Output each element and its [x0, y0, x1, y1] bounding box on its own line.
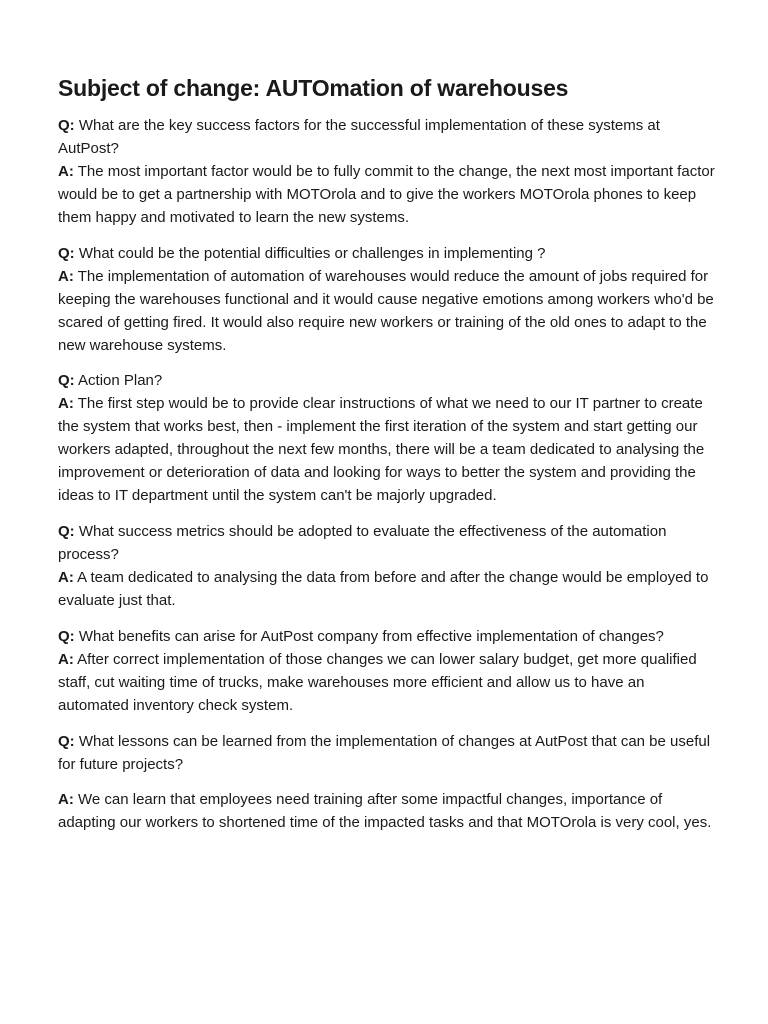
question-label: Q: — [58, 733, 75, 750]
answer — [58, 788, 718, 834]
question-text: What could be the potential difficulties or challenges in implementing ? — [78, 245, 546, 262]
question-text: Action Plan? — [78, 372, 163, 389]
question — [58, 114, 718, 160]
answer-label: A: — [58, 268, 74, 285]
question — [58, 369, 718, 392]
answer — [58, 392, 718, 507]
answer-text: A team dedicated to analysing the data from before and after the change would be employed to evaluate just that. — [58, 569, 709, 609]
qa-block-success-metrics — [58, 520, 718, 612]
qa-block-difficulties — [58, 242, 718, 357]
answer-label: A: — [58, 163, 74, 180]
question — [58, 520, 718, 566]
question-label: Q: — [58, 523, 75, 540]
answer — [58, 648, 718, 717]
question-label: Q: — [58, 372, 75, 389]
question — [58, 730, 718, 776]
answer-text: The implementation of automation of warehouses would reduce the amount of jobs required for keeping the warehouses functional and it would cause negative emotions among workers who'd be scared of getting fired. It would also require new workers or training of the old ones to adapt to the new warehouse systems. — [58, 268, 714, 354]
qa-block-lessons — [58, 730, 718, 834]
question-label: Q: — [58, 628, 75, 645]
question-text: What lessons can be learned from the implementation of changes at AutPost that can be useful for future projects? — [58, 733, 711, 773]
question-text: What benefits can arise for AutPost company from effective implementation of changes? — [78, 628, 664, 645]
question — [58, 242, 718, 265]
question — [58, 625, 718, 648]
answer-text: We can learn that employees need training after some impactful changes, importance of adapting our workers to shortened time of the impacted tasks and that MOTOrola is very cool, yes. — [58, 791, 712, 831]
answer — [58, 265, 718, 357]
qa-block-action-plan — [58, 369, 718, 507]
answer-text: The first step would be to provide clear instructions of what we need to our IT partner to create the system that works best, then - implement the first iteration of the system and start getting our workers adapted, throughout the next few months, there will be a team dedicated to analysing the improvement or deterioration of data and looking for ways to better the system and providing the ideas to IT department until the system can't be majorly upgraded. — [58, 395, 705, 504]
question-label: Q: — [58, 117, 75, 134]
qa-block-success-factors — [58, 114, 718, 229]
qa-block-benefits — [58, 625, 718, 717]
answer-label: A: — [58, 651, 74, 668]
answer-text: The most important factor would be to fully commit to the change, the next most important factor would be to get a partnership with MOTOrola and to give the workers MOTOrola phones to keep them happy and motivated to learn the new systems. — [58, 163, 715, 226]
answer — [58, 566, 718, 612]
answer — [58, 160, 718, 229]
answer-label: A: — [58, 569, 74, 586]
answer-text: After correct implementation of those changes we can lower salary budget, get more qualified staff, cut waiting time of trucks, make warehouses more efficient and allow us to have an automated inventory check system. — [58, 651, 697, 714]
question-text: What success metrics should be adopted to evaluate the effectiveness of the automation process? — [58, 523, 667, 563]
document-title: Subject of change: AUTOmation of warehouses — [58, 75, 569, 101]
answer-label: A: — [58, 395, 74, 412]
question-text: What are the key success factors for the successful implementation of these systems at AutPost? — [58, 117, 660, 157]
answer-label: A: — [58, 791, 74, 808]
question-label: Q: — [58, 245, 75, 262]
